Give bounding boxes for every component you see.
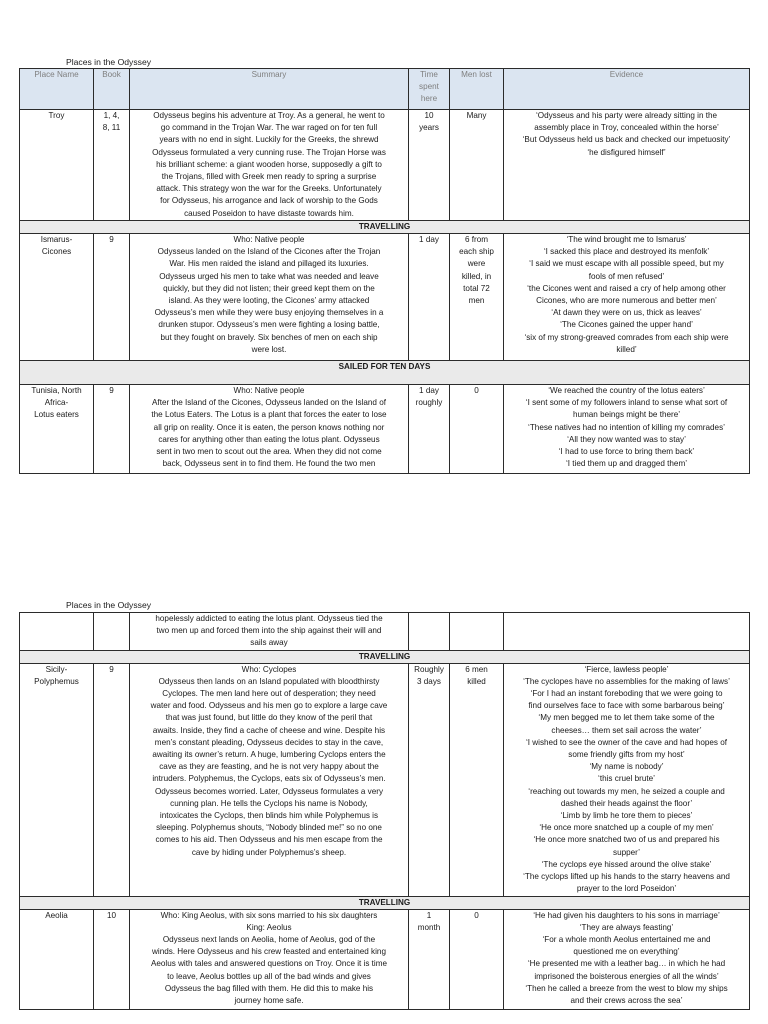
text-line: 8, 11 [102, 123, 121, 133]
text-line: that was just found, but little do they know of the peril that [165, 713, 373, 723]
text-line: Many [466, 111, 487, 120]
text-line: ‘Then he called a breeze from the west to blow my ships [525, 983, 728, 993]
text-line: human beings might be there’ [572, 410, 681, 420]
text-line: for Odysseus, his arrogance and lack of worship to the Gods [160, 196, 378, 206]
text-line: dashed their heads against the floor’ [560, 798, 693, 808]
summary-cell [130, 234, 409, 361]
place-cell [20, 234, 94, 361]
text-line: sails away [250, 638, 288, 648]
text-line: Odysseus the bag filled with them. He did this to make his [164, 983, 374, 993]
separator-label: TRAVELLING [20, 221, 750, 234]
text-line: ‘reaching out towards my men, he seized a couple and [528, 786, 725, 796]
book-cell [94, 385, 130, 474]
text-line: ‘he disfigured himself’ [587, 147, 666, 157]
evidence-cell [504, 909, 750, 1009]
text-line: 10 [424, 111, 434, 120]
places-table-page-2 [19, 612, 750, 1010]
evidence-cell [504, 110, 750, 221]
book-cell [94, 110, 130, 221]
text-line: go command in the Trojan War. The war raged on for ten full [160, 123, 378, 133]
text-line: Polyphemus [34, 676, 79, 686]
place-cell [20, 663, 94, 896]
text-line: ‘At dawn they were on us, thick as leaves’ [551, 308, 702, 318]
text-line: the Lotus Eaters. The Lotus is a plant that forces the eater to lose [151, 410, 387, 420]
header-time-spent [409, 69, 450, 110]
text-line: cunning plan. He tells the Cyclops his name is Nobody, [170, 798, 368, 808]
separator-row [20, 896, 750, 909]
summary-cell [130, 663, 409, 896]
text-line: ‘But Odysseus held us back and checked our impetuosity’ [522, 135, 731, 145]
text-line: 6 men [465, 664, 488, 674]
text-line: questioned me on everything’ [573, 947, 680, 957]
text-line: cheeses… them set sail across the water’ [551, 725, 702, 735]
header-men-lost: Men lost [450, 69, 504, 110]
text-line: drunken stupor. Odysseus’s men were fighting a losing battle, [158, 320, 380, 330]
text-line: ‘These natives had no intention of killing my comrades’ [528, 422, 725, 432]
text-line: 9 [109, 235, 114, 244]
header-place-name: Place Name [20, 69, 94, 110]
text-line: each ship [459, 247, 494, 257]
text-line: Who: Native people [233, 235, 305, 244]
text-line: killed, in [461, 271, 492, 281]
table-row-troy [20, 110, 750, 221]
text-line: fools of men refused’ [588, 271, 665, 281]
separator-row [20, 650, 750, 663]
text-line: quickly, but they did not listen; their greed kept them on the [163, 283, 375, 293]
separator-row [20, 221, 750, 234]
text-line: Odysseus begins his adventure at Troy. As a general, he went to [153, 111, 385, 120]
men-lost-cell [450, 385, 504, 474]
text-line: Cyclopes. The men land here out of desperation; they need [162, 689, 376, 699]
text-line: two men up and forced them into the ship against their will and [156, 626, 382, 636]
text-line: hopelessly addicted to eating the lotus plant. Odysseus tied the [155, 614, 383, 623]
men-lost-cell [450, 663, 504, 896]
text-line: Roughly [414, 664, 444, 674]
text-line: Troy [48, 111, 65, 120]
summary-cell [130, 385, 409, 474]
text-line: killed [467, 676, 486, 686]
text-line: ‘They are always feasting’ [579, 922, 674, 932]
evidence-cell [504, 234, 750, 361]
text-line: his brilliant scheme: a giant wooden horse, supposedly a gift to [156, 159, 382, 169]
evidence-cell [504, 613, 750, 651]
text-line: ‘I wished to see the owner of the cave and had hopes of [525, 737, 727, 747]
text-line: 9 [109, 664, 114, 674]
text-line: men’s constant pleading, Odysseus decides to stay in the cave, [154, 737, 384, 747]
summary-cell [130, 613, 409, 651]
separator-label: TRAVELLING [20, 896, 750, 909]
table-row-sicily [20, 663, 750, 896]
text-line: ‘this cruel brute’ [598, 774, 655, 784]
text-line: ‘He had given his daughters to his sons in marriage’ [533, 910, 720, 920]
text-line: ‘The cyclops eye hissed around the olive stake’ [541, 859, 712, 869]
text-line: ‘I tied them up and dragged them’ [565, 459, 688, 469]
text-line: Sicily- [45, 664, 68, 674]
time-cell [409, 613, 450, 651]
text-line: Aeolus with tales and answered questions on Troy. Once it is time [150, 959, 388, 969]
text-line: killed’ [616, 344, 637, 354]
text-line: ‘For I had an instant foreboding that we were going to [530, 689, 723, 699]
text-line: ‘six of my strong-greaved comrades from each ship were [524, 332, 729, 342]
text-line: sleeping. Polyphemus shouts, “Nobody blinded me!” so no one [156, 823, 382, 833]
text-line: winds. Here Odysseus and his crew feasted and entertained king [152, 947, 386, 957]
text-line: ‘Odysseus and his party were already sitting in the [535, 111, 718, 120]
text-line: 6 from [464, 235, 489, 244]
text-line: ‘He once more snatched two of us and prepared his [533, 835, 720, 845]
time-cell [409, 909, 450, 1009]
text-line: Lotus eaters [34, 410, 79, 420]
text-line: water and food. Odysseus and his men go to explore a large cave [150, 701, 388, 711]
text-line: Aeolia [45, 910, 68, 920]
text-line: Time [420, 70, 438, 79]
text-line: some friendly gifts from my host’ [568, 750, 685, 760]
text-line: comes to his aid. Then Odysseus and his men escape from the [155, 835, 383, 845]
text-line: ‘the Cicones went and raised a cry of help among other [527, 283, 726, 293]
text-line: Odysseus next lands on Aeolia, home of Aeolus, god of the [162, 935, 376, 945]
table-row-continued [20, 613, 750, 651]
text-line: but they fought on bravely. Six benches of men on each ship [160, 332, 378, 342]
text-line: Cicones [41, 247, 72, 257]
text-line: 0 [474, 910, 479, 920]
text-line: Odysseus then lands on an Island populated with bloodthirsty [158, 676, 380, 686]
text-line: 10 [106, 910, 117, 920]
text-line: Who: King Aeolus, with six sons married to his six daughters [160, 910, 378, 920]
summary-cell [130, 909, 409, 1009]
text-line: years [419, 123, 439, 133]
header-book: Book [94, 69, 130, 110]
text-line: Cicones, who are more numerous and better men’ [536, 296, 717, 306]
header-evidence: Evidence [504, 69, 750, 110]
text-line: intoxicates the Cyclops, then blinds him while Polyphemus is [159, 811, 379, 821]
text-line: awaiting its owner’s return. A huge, lumbering Cyclops enters the [152, 750, 386, 760]
text-line: Odysseus landed on the Island of the Cicones after the Trojan [157, 247, 381, 257]
text-line: ‘I sent some of my followers inland to sense what sort of [525, 398, 728, 408]
separator-label: TRAVELLING [20, 650, 750, 663]
men-lost-cell [450, 110, 504, 221]
text-line: ‘My men begged me to let them take some of the [538, 713, 715, 723]
text-line: men [468, 296, 485, 306]
text-line: 9 [109, 386, 114, 395]
text-line: imprisoned the boisterous energies of all the winds’ [534, 971, 719, 981]
text-line: Ismarus- [40, 235, 73, 244]
men-lost-cell [450, 613, 504, 651]
text-line: Who: Native people [233, 386, 305, 395]
text-line: month [417, 922, 441, 932]
text-line: were lost. [251, 344, 287, 354]
text-line: intruders. Polyphemus, the Cyclops, eats six of Odysseus’s men. [152, 774, 386, 784]
text-line: back, Odysseus sent in to find them. He found the two men [162, 459, 376, 469]
text-line: were [467, 259, 486, 269]
text-line: Who: Cyclopes [241, 664, 297, 674]
book-cell [94, 663, 130, 896]
text-line: Odysseus becomes worried. Later, Odysseus formulates a very [154, 786, 384, 796]
text-line: After the Island of the Cicones, Odysseus landed on the Island of [152, 398, 386, 408]
table-row-ismarus [20, 234, 750, 361]
text-line: ‘Limb by limb he tore them to pieces’ [560, 811, 693, 821]
text-line: 1 [426, 910, 432, 920]
men-lost-cell [450, 909, 504, 1009]
text-line: 1, 4, [103, 111, 120, 120]
text-line: ‘I had to use force to bring them back’ [558, 447, 695, 457]
text-line: all grip on reality. Once it is eaten, the person knows nothing nor [153, 422, 385, 432]
time-cell [409, 385, 450, 474]
text-line: 1 day [419, 386, 439, 395]
separator-label: SAILED FOR TEN DAYS [20, 361, 750, 385]
text-line: roughly [415, 398, 443, 408]
evidence-cell [504, 663, 750, 896]
text-line: Odysseus urged his men to take what was needed and leave [159, 271, 379, 281]
place-cell [20, 110, 94, 221]
text-line: ‘All they now wanted was to stay’ [567, 434, 686, 444]
text-line: to leave, Aeolus bottles up all of the bad winds and gives [167, 971, 371, 981]
text-line: island. As they were looting, the Cicones’ army attacked [168, 296, 370, 306]
text-line: cave by hiding under Polyphemus’s sheep. [191, 847, 347, 857]
book-cell [94, 613, 130, 651]
separator-row [20, 361, 750, 385]
text-line: 3 days [417, 676, 441, 686]
text-line: find ourselves face to face with some barbarous being’ [528, 701, 725, 711]
book-cell [94, 909, 130, 1009]
text-line: years with no end in sight. Luckily for the Greeks, the shrewd [159, 135, 379, 145]
page-title: Places in the Odyssey [66, 600, 152, 610]
text-line: 1 day [419, 235, 439, 244]
text-line: War. His men raided the island and pillaged its luxuries. [169, 259, 369, 269]
text-line: ‘I said we must escape with all possible speed, but my [529, 259, 724, 269]
book-cell [94, 234, 130, 361]
place-cell [20, 613, 94, 651]
place-cell [20, 385, 94, 474]
text-line: spent [419, 82, 439, 92]
time-cell [409, 110, 450, 221]
time-cell [409, 663, 450, 896]
text-line: prayer to the lord Poseidon’ [576, 884, 677, 894]
text-line: Africa- [44, 398, 69, 408]
place-cell [20, 909, 94, 1009]
summary-cell [130, 110, 409, 221]
text-line: Odysseus’s men while they were busy enjoying themselves in a [154, 308, 384, 318]
text-line: supper’ [613, 847, 640, 857]
text-line: and their crews across the sea’ [570, 996, 683, 1006]
evidence-cell [504, 385, 750, 474]
text-line: ‘Fierce, lawless people’ [584, 664, 669, 674]
text-line: ‘We reached the country of the lotus eaters’ [548, 386, 705, 395]
text-line: ‘He presented me with a leather bag… in which he had [527, 959, 726, 969]
text-line: cares for anything other than eating the lotus plant. Odysseus [158, 434, 380, 444]
text-line: ‘For a whole month Aeolus entertained me and [542, 935, 711, 945]
text-line: cave as they are feasting, and he is not very happy about the [159, 762, 379, 772]
table-row-aeolia [20, 909, 750, 1009]
text-line: King: Aeolus [246, 922, 292, 932]
text-line: awaits. Inside, they find a cache of cheese and wine. Despite his [152, 725, 386, 735]
page-title: Places in the Odyssey [66, 57, 152, 67]
text-line: the Trojans, filled with Greek men ready to spring a surprise [161, 172, 377, 182]
text-line: ‘The cyclops lifted up his hands to the starry heavens and [523, 872, 730, 882]
time-cell [409, 234, 450, 361]
text-line: total 72 [463, 283, 490, 293]
text-line: Tunisia, North [31, 386, 82, 395]
table-row-lotus-eaters [20, 385, 750, 474]
text-line: here [420, 94, 438, 104]
header-summary: Summary [130, 69, 409, 110]
men-lost-cell [450, 234, 504, 361]
text-line: attack. This strategy won the war for the Greeks. Unfortunately [156, 184, 382, 194]
text-line: ‘The wind brought me to Ismarus’ [566, 235, 687, 244]
text-line: ‘My name is nobody’ [589, 762, 664, 772]
text-line: ‘He once more snatched up a couple of my men’ [539, 823, 714, 833]
text-line: ‘I sacked this place and destroyed its menfolk’ [543, 247, 710, 257]
text-line: journey home safe. [234, 996, 304, 1006]
text-line: 0 [474, 386, 479, 395]
text-line: sent in two men to scout out the area. When they did not come [156, 447, 382, 457]
text-line: ‘The Cicones gained the upper hand’ [560, 320, 693, 330]
text-line: Odysseus formulated a very cunning ruse. The Trojan Horse was [152, 147, 386, 157]
places-table-page-1 [19, 68, 750, 474]
header-row [20, 69, 750, 110]
text-line: caused Poseidon to have distaste towards him. [184, 208, 354, 218]
text-line: assembly place in Troy, concealed within the horse’ [534, 123, 719, 133]
text-line: ‘The cyclopes have no assemblies for the making of laws’ [523, 676, 730, 686]
